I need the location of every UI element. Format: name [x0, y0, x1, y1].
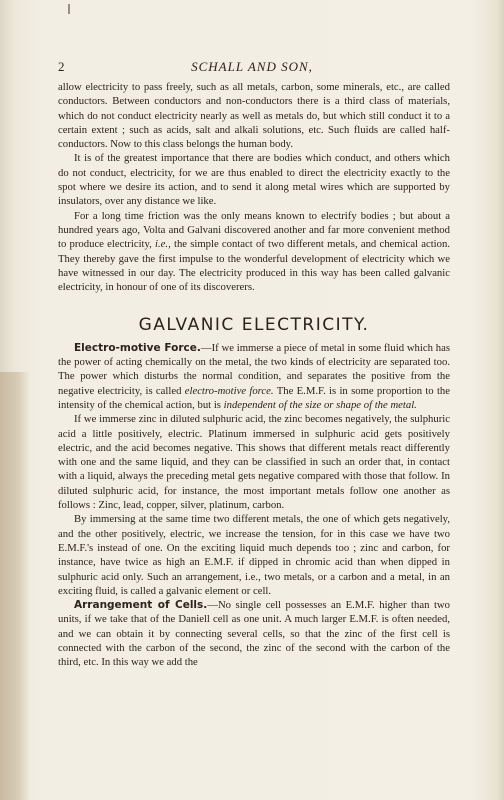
paragraph: [58, 341, 450, 412]
text-span: For a long time friction was the only means known to electrify bodies ; but about a hundred years ago, Volta and Galvani discovered another and far more convenient method to produce electricity,: [58, 209, 450, 251]
run-in-heading: Arrangement of Cells.: [74, 599, 208, 612]
section-heading: GALVANIC ELECTRICITY.: [138, 315, 370, 336]
italic-text: independent of the size or shape of the metal.: [223, 398, 417, 411]
page-body: [58, 80, 450, 670]
text-span: —No single cell possesses an E.M.F. higher than two units, if we take that of the Daniell cell as one unit. A much larger E.M.F. is often needed, and we can obtain it by connecting several cells, so that the zinc of the first cell is connected with the carbon of the second, the zinc of the second with the carbon of the third, etc. In this way we add the: [58, 599, 450, 669]
text-span: the simple contact of two different metals, and chemical action. They thereby gave the first impulse to the wonderful development of electricity which we have witnessed in our day. The electricity produced in this way has been called galvanic electricity, in honour of one of its discoverers.: [58, 238, 451, 294]
paragraph: It is of the greatest importance that there are bodies which conduct, and others which do not conduct, electricity, for we are thus enabled to direct the electricity exactly to the spot where we desire its action, and to send it along metal wires which are supported by insulators, over any distance we like.: [58, 152, 450, 208]
page-header: [58, 59, 446, 75]
text-span: The E.M.F. is in some proportion to the intensity of the chemical action, but is: [58, 384, 451, 411]
run-in-heading: Electro-motive Force.: [74, 341, 201, 354]
paragraph: allow electricity to pass freely, such as all metals, carbon, some minerals, etc., are called conductors. Between conductors and non-conductors there is a third class of materials, which do not conduct electricity nearly as well as metals do, but which still conduct it to a certain extent ; such as acids, salt and alkali solutions, etc. Such fluids are called half-conductors. Now to this class belongs the human body.: [58, 81, 450, 151]
paragraph: If we immerse zinc in diluted sulphuric acid, the zinc becomes negatively, the sulphuric acid a little positively, electric. Platinum immersed in sulphuric acid gets positively electric, and the acid becomes negative. This shows that different metals react differently with one and the same liquid, and they can be classified in such an order that, in contact with a liquid, always the preceding metal gets negative compared with those that follow. In diluted sulphuric acid, for instance, the most important metals follow one another as follows : Zinc, lead, copper, silver, platinum, carbon.: [58, 413, 450, 512]
paragraph: By immersing at the same time two different metals, the one of which gets negatively, and the other positively, electric, we increase the tension, for in this case we have two E.M.F.'s instead of one. On the exciting liquid much depends too ; zinc and carbon, for instance, have twice as high an E.M.F. if dipped in chromic acid than when dipped in sulphuric acid only. Such an arrangement, i.e., two metals, or a carbon and a metal, in an exciting fluid, is called a galvanic element or cell.: [58, 513, 450, 597]
italic-text: i.e.,: [155, 238, 171, 251]
paragraph: [58, 598, 450, 669]
italic-text: electro-motive force.: [184, 384, 274, 397]
text-span: —If we immerse a piece of metal in some fluid which has the power of acting chemically on the metal, the two kinds of electricity are separated too. The power which disturbs the normal condition, and separates the positive from the negative electricity, is called: [58, 341, 450, 397]
page-number: 2: [58, 59, 66, 74]
paragraph: [58, 209, 450, 295]
page-edge-stain: [0, 372, 30, 800]
margin-mark: [68, 4, 70, 14]
running-title: SCHALL AND SON,: [191, 59, 313, 74]
